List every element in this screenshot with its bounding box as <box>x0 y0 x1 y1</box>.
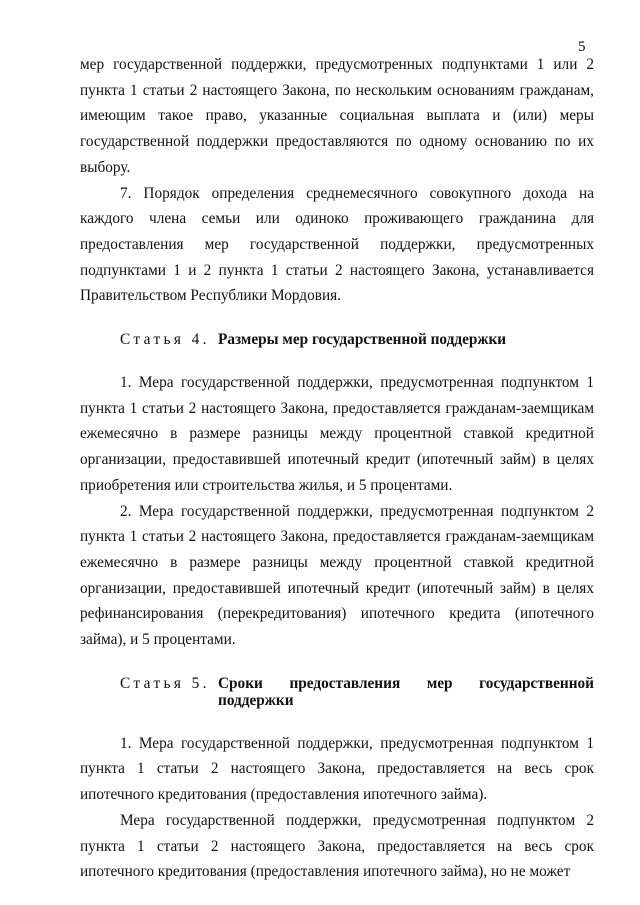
article-4-heading <box>120 331 594 348</box>
article-4-label: Статья 4. <box>120 331 210 349</box>
article-5-heading <box>120 675 594 709</box>
article-5-title-line-1: Сроки предоставления мер государственной <box>218 674 594 692</box>
document-body <box>80 52 594 885</box>
article-5-paragraph-1: 1. Мера государственной поддержки, предусмотренная подпунктом 1 пункта 1 статьи 2 настоящего Закона, предоставляется на весь срок ипотечного кредитования (предоставления ипотечного займа). <box>80 734 594 804</box>
article-5-title <box>218 675 594 709</box>
page-number: 5 <box>578 39 586 55</box>
paragraph-item-7: 7. Порядок определения среднемесячного совокупного дохода на каждого члена семьи или одиноко проживающего гражданина для предоставления мер государственной поддержки, предусмотренных подпунктами 1 и 2 пункта 1 статьи 2 настоящего Закона, устанавливается Правительством Республики Мордовия. <box>80 184 594 305</box>
article-4-title: Размеры мер государственной поддержки <box>218 331 507 349</box>
article-5-label: Статья 5. <box>120 674 210 692</box>
paragraph-continuation: мер государственной поддержки, предусмотренных подпунктами 1 или 2 пункта 1 статьи 2 настоящего Закона, по нескольким основаниям гражданам, имеющим такое право, указанные социальная выплата и (или) меры государственной поддержки предоставляются по одному основанию по их выбору. <box>80 56 594 176</box>
article-5-paragraph-2: Мера государственной поддержки, предусмотренная подпунктом 2 пункта 1 статьи 2 настоящего Закона, предоставляется на весь срок ипотечного кредитования (предоставления ипотечного займа), но не может <box>80 811 594 881</box>
article-5-title-line-2: поддержки <box>218 691 294 709</box>
article-4-paragraph-1: 1. Мера государственной поддержки, предусмотренная подпунктом 1 пункта 1 статьи 2 настоящего Закона, предоставляется гражданам-заемщикам ежемесячно в размере разницы между процентной ставкой кредитной организации, предоставившей ипотечный кредит (ипотечный займ) в целях приобретения или строительства жилья, и 5 процентами. <box>80 374 594 494</box>
article-4-paragraph-2: 2. Мера государственной поддержки, предусмотренная подпунктом 2 пункта 1 статьи 2 настоящего Закона, предоставляется гражданам-заемщикам ежемесячно в размере разницы между процентной ставкой кредитной организации, предоставившей ипотечный кредит (ипотечный займ) в целях рефинансирования (перекредитования) ипотечного кредита (ипотечного займа), и 5 процентами. <box>80 502 594 649</box>
